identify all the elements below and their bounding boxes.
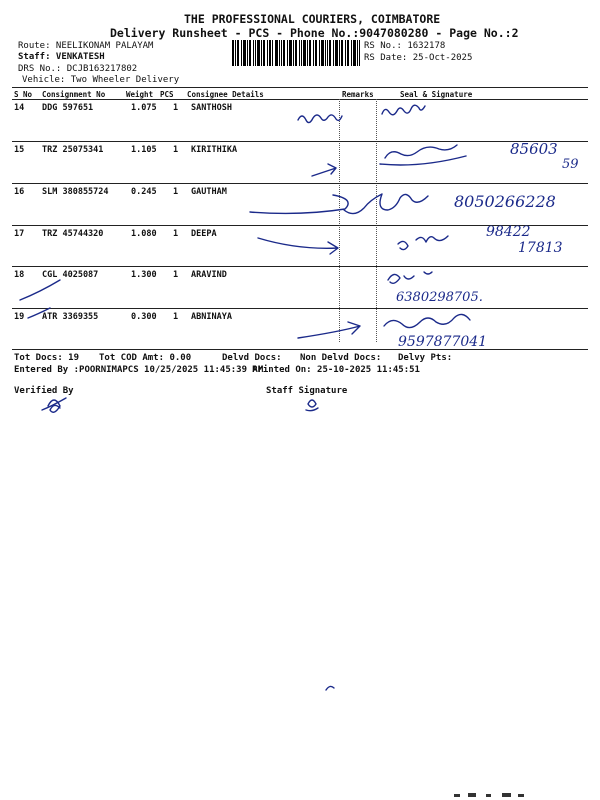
col-header-consignment: Consignment No [42,90,106,99]
scan-specks [450,792,530,798]
handwritten-phone: 9597877041 [398,334,488,350]
row-weight: 0.300 [131,312,157,322]
handwritten-phone: 98422 [486,224,531,240]
row-consignment: TRZ 25075341 [42,145,104,155]
row-consignment: DDG 597651 [42,103,94,113]
row-sno: 17 [14,229,25,239]
row-weight: 1.080 [131,229,157,239]
row-pcs: 1 [173,103,179,113]
route-label: Route: NEELIKONAM PALAYAM [18,41,154,51]
handwritten-phone: 59 [562,157,579,172]
row-sno: 16 [14,187,25,197]
row-consignee: ARAVIND [191,270,227,280]
verified-by-label: Verified By [14,386,74,396]
non-delivered-docs: Non Delvd Docs: [300,353,382,363]
company-title: THE PROFESSIONAL COURIERS, COIMBATORE [184,12,441,26]
row-consignee: GAUTHAM [191,187,227,197]
staff-signature-label: Staff Signature [266,386,348,396]
row-consignment: CGL 4025087 [42,270,99,280]
col-header-pcs: PCS [160,90,174,99]
delivered-docs: Delvd Docs: [222,353,282,363]
total-docs: Tot Docs: 19 [14,353,80,363]
row-pcs: 1 [173,145,179,155]
col-header-consignee: Consignee Details [187,90,264,99]
rs-date: RS Date: 25-Oct-2025 [364,53,473,63]
row-weight: 1.300 [131,270,157,280]
col-header-remarks: Remarks [342,90,374,99]
row-consignment: TRZ 45744320 [42,229,104,239]
handwritten-phone: 6380298705. [396,290,483,305]
col-header-seal: Seal & Signature [400,90,473,99]
row-weight: 0.245 [131,187,157,197]
runsheet-title: Delivery Runsheet - PCS - Phone No.:9047080280 - Page No.:2 [110,26,519,40]
row-sno: 15 [14,145,25,155]
row-consignee: KIRITHIKA [191,145,238,155]
handwritten-phone: 85603 [510,140,558,158]
handwritten-phone: 17813 [518,240,563,256]
col-header-sno: S No [14,90,33,99]
row-sno: 19 [14,312,25,322]
handwritten-phone: 8050266228 [454,192,556,211]
vehicle-label: Vehicle: Two Wheeler Delivery [22,75,180,85]
delivery-points: Delvy Pts: [398,353,453,363]
total-cod-amount: Tot COD Amt: 0.00 [99,353,192,363]
entered-by: Entered By :POORNIMAPCS 10/25/2025 11:45:39 AM [14,365,264,375]
row-sno: 18 [14,270,25,280]
printed-on: Printed On: 25-10-2025 11:45:51 [252,365,420,375]
row-consignee: ABNINAYA [191,312,232,322]
rs-number: RS No.: 1632178 [364,41,446,51]
staff-label: Staff: VENKATESH [18,52,105,62]
row-weight: 1.075 [131,103,157,113]
row-consignee: SANTHOSH [191,103,232,113]
row-consignment: SLM 380855724 [42,187,109,197]
row-pcs: 1 [173,229,179,239]
row-pcs: 1 [173,270,179,280]
col-header-weight: Weight [126,90,154,99]
row-pcs: 1 [173,187,179,197]
row-pcs: 1 [173,312,179,322]
row-weight: 1.105 [131,145,157,155]
row-sno: 14 [14,103,25,113]
row-consignment: ATR 3369355 [42,312,99,322]
row-consignee: DEEPA [191,229,217,239]
drs-number: DRS No.: DCJB163217802 [18,64,138,74]
